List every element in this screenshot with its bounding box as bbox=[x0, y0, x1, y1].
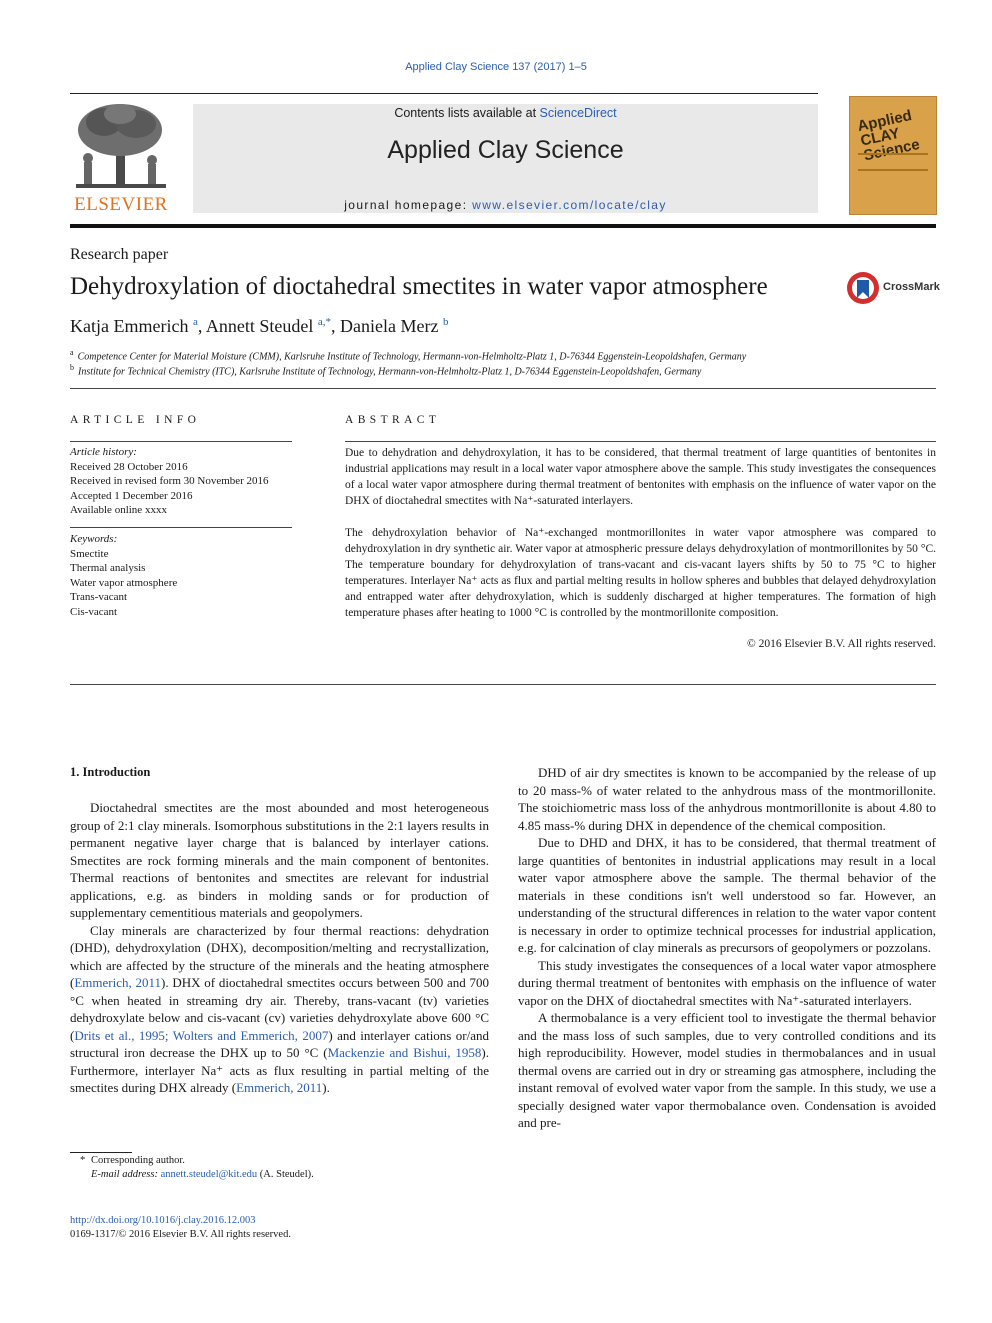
author-list: Katja Emmerich $^a$, Annett Steudel $^{a,*}$, Daniela Merz $^b$ bbox=[70, 316, 449, 336]
abstract-paragraph: Due to dehydration and dehydroxylation, it has to be considered, that thermal treatment of large quantities of bentonites in industrial applications may result in a local water vapor atmosphere above the sample. This study investigates the consequences of a local water vapor atmosphere during thermal treatment of bentonites with emphasis on the influence of water vapor on the DHX of dioctahedral smectites with Na⁺-saturated interlayers. bbox=[345, 447, 936, 507]
affiliation bbox=[70, 363, 701, 377]
affiliation-text: Institute for Technical Chemistry (ITC), Karlsruhe Institute of Technology, Hermann-von-Helmholtz-Platz 1, D-76344 Eggenstein-Leopoldshafen, Germany bbox=[78, 366, 702, 378]
footnote-email bbox=[91, 1168, 314, 1182]
abstract-end-rule bbox=[70, 684, 936, 685]
footnote-corresponding: Corresponding author. bbox=[91, 1155, 185, 1166]
journal-cover-image bbox=[849, 96, 937, 215]
keyword: Smectite bbox=[70, 547, 109, 560]
journal-citation-link[interactable]: Applied Clay Science 137 (2017) 1–5 bbox=[405, 61, 587, 73]
elsevier-wordmark: ELSEVIER bbox=[74, 194, 168, 215]
doi-block bbox=[70, 1214, 291, 1242]
history-item: Accepted 1 December 2016 bbox=[70, 489, 193, 502]
reference-link[interactable]: Emmerich, 2011 bbox=[236, 1080, 323, 1095]
affiliation bbox=[70, 348, 746, 362]
keywords-label: Keywords: bbox=[70, 533, 118, 545]
email-link[interactable]: annett.steudel@kit.edu bbox=[160, 1169, 258, 1180]
email-label: E-mail address: bbox=[91, 1169, 161, 1180]
abstract-paragraph: The dehydroxylation behavior of Na⁺-exchanged montmorillonites in water vapor atmosphere was compared to dehydroxylation in dry synthetic air. Water vapor at atmospheric pressure delays dehydroxylation of montmorillonites by 50 °C. The temperature boundary for dehydroxylation of trans-vacant and cis-vacant layers shifts by 50 to 75 °C to higher temperatures. Interlayer Na⁺ acts as flux and partial melting results in hollow spheres and bubbles that delayed dehydroxylation and entrapped water after dehydroxylation, which is suddenly discharged at higher temperatures. The formation of high temperature phases after heating to 1000 °C is controlled by the montmorillonite composition. bbox=[345, 527, 936, 619]
body-paragraph: Dioctahedral smectites are the most abounded and most heterogeneous group of 2:1 clay minerals. Isomorphous substitutions in the 2:1 layers results in permanent negative layer charge that is balanced by interlayer cations. Smectites are rock forming minerals and the main component of bentonites. Thermal reactions of bentonites and smectites are relevant for industrial applications, e.g. as binders in molding sands or for production of supplementary cementitious materials and geopolymers. bbox=[70, 800, 489, 920]
body-paragraph: Clay minerals are characterized by four thermal reactions: dehydration (DHD), dehydroxylation (DHX), decomposition/melting and recrystallization, which are affected by the structure of the minerals and the heating atmosphere (Emmerich, 2011). DHX of dioctahedral smectites occurs between 500 and 700 °C when heated in streaming dry air. Thereby, trans-vacant (tv) varieties dehydroxylate below and cis-vacant (cv) varieties dehydroxylate above 600 °C (Drits et al., 1995; Wolters and Emmerich, 2007) and interlayer cations or/and structural iron decrease the DHX up to 50 °C (Mackenzie and Bishui, 1958). Furthermore, interlayer Na⁺ acts as flux resulting in partial melting of the smectites during DHX already (Emmerich, 2011). bbox=[70, 922, 490, 1095]
contents-line bbox=[193, 106, 818, 120]
keywords-rule bbox=[70, 527, 292, 528]
footnote-rule bbox=[70, 1152, 132, 1153]
article-type: Research paper bbox=[70, 246, 169, 263]
abstract-rule bbox=[345, 441, 936, 442]
header-thick-rule bbox=[70, 224, 936, 228]
author-affil-mark[interactable]: b bbox=[442, 316, 449, 328]
affiliation-mark: b bbox=[70, 363, 74, 372]
reference-link[interactable]: Emmerich, 2011 bbox=[74, 975, 162, 990]
email-suffix: (A. Steudel). bbox=[257, 1169, 314, 1180]
section-rule bbox=[70, 388, 936, 389]
homepage-line bbox=[193, 198, 818, 212]
affiliation-text: Competence Center for Material Moisture (CMM), Karlsruhe Institute of Technology, Hermann-von-Helmholtz-Platz 1, D-76344 Eggenstein-Leopoldshafen, Germany bbox=[77, 351, 747, 363]
abstract-heading: ABSTRACT bbox=[345, 414, 441, 426]
author-name: Katja Emmerich bbox=[70, 316, 189, 336]
body-paragraph: This study investigates the consequences of a local water vapor atmosphere during thermal treatment of bentonites with emphasis on the influence of water vapor on the DHX of dioctahedral smectites with Na⁺-saturated interlayers. bbox=[518, 957, 936, 1008]
cover-decoration bbox=[858, 153, 928, 171]
homepage-link[interactable]: www.elsevier.com/locate/clay bbox=[472, 198, 667, 212]
footnote-star: * bbox=[80, 1155, 86, 1166]
author-affil-mark[interactable]: a bbox=[192, 316, 198, 328]
history-label: Article history: bbox=[70, 446, 137, 458]
history-item: Received 28 October 2016 bbox=[70, 460, 188, 473]
journal-banner bbox=[193, 104, 818, 213]
section-heading: 1. Introduction bbox=[70, 765, 151, 779]
crossmark-badge[interactable] bbox=[846, 271, 938, 305]
homepage-prefix: journal homepage: bbox=[344, 198, 473, 212]
keyword: Water vapor atmosphere bbox=[70, 576, 178, 589]
author-name: Daniela Merz bbox=[339, 316, 439, 336]
author-affil-mark[interactable]: a,* bbox=[317, 316, 331, 328]
keywords-block bbox=[70, 532, 177, 619]
keyword: Trans-vacant bbox=[70, 591, 128, 603]
keyword: Cis-vacant bbox=[70, 605, 118, 618]
history-item: Received in revised form 30 November 2016 bbox=[70, 475, 269, 487]
journal-name: Applied Clay Science bbox=[387, 136, 624, 164]
body-paragraph: Due to DHD and DHX, it has to be considered, that thermal treatment of large quantities of bentonites in industrial applications may result in a local water vapor atmosphere above the sample. The thermal behavior of the materials in these conditions isn't well understood so far. However, an understanding of the structural differences in relation to the water vapor content is necessary in order to optimize technical processes for industrial application, e.g. for calcination of clay minerals as precursors of geopolymers or pozzolans. bbox=[518, 835, 936, 955]
history-item: Available online xxxx bbox=[70, 504, 167, 516]
reference-link[interactable]: Mackenzie and Bishui, 1958 bbox=[327, 1045, 482, 1060]
author-name: Annett Steudel bbox=[205, 316, 314, 336]
cover-title: Applied CLAY Science bbox=[855, 106, 922, 165]
elsevier-logo bbox=[70, 100, 172, 216]
body-paragraph: DHD of air dry smectites is known to be accompanied by the release of up to 20 mass-% of water related to the anhydrous mass of the montmorillonite. The stoichiometric mass loss of the anhydrous montmorillonite is about 4.80 to 4.85 mass-% during DHX in dependence of the chemical composition. bbox=[518, 765, 936, 833]
reference-link[interactable]: Drits et al., 1995; Wolters and Emmerich, 2007 bbox=[74, 1027, 329, 1043]
body-column-right bbox=[518, 764, 936, 1132]
keyword: Thermal analysis bbox=[70, 562, 146, 574]
affiliation-mark: a bbox=[70, 348, 74, 357]
article-title: Dehydroxylation of dioctahedral smectites in water vapor atmosphere bbox=[70, 273, 768, 300]
crossmark-icon bbox=[846, 271, 880, 305]
contents-prefix: Contents lists available at bbox=[394, 106, 540, 120]
article-history bbox=[70, 445, 269, 518]
elsevier-tree-icon bbox=[70, 100, 172, 192]
article-info-heading: ARTICLE INFO bbox=[70, 414, 201, 426]
article-info-rule bbox=[70, 441, 292, 442]
doi-link[interactable]: http://dx.doi.org/10.1016/j.clay.2016.12.003 bbox=[70, 1215, 256, 1226]
body-column-left bbox=[70, 799, 489, 1097]
sciencedirect-link[interactable]: ScienceDirect bbox=[539, 106, 617, 120]
issn-line: 0169-1317/© 2016 Elsevier B.V. All rights reserved. bbox=[70, 1229, 291, 1240]
body-paragraph: A thermobalance is a very efficient tool to investigate the thermal behavior and the mass loss of such samples, due to very controlled conditions and its high reproducibility. However, model studies in thermobalances and in usual thermal ovens are carried out in dry or streaming gas atmosphere, including the instant removal of evolved water vapor from the sample. In this study, we use a specially designed water vapor thermobalance oven. Condensation is avoided and pre- bbox=[518, 1010, 936, 1130]
crossmark-label: CrossMark bbox=[883, 281, 940, 293]
abstract-copyright: © 2016 Elsevier B.V. All rights reserved. bbox=[747, 638, 936, 650]
header-rule bbox=[70, 93, 818, 94]
